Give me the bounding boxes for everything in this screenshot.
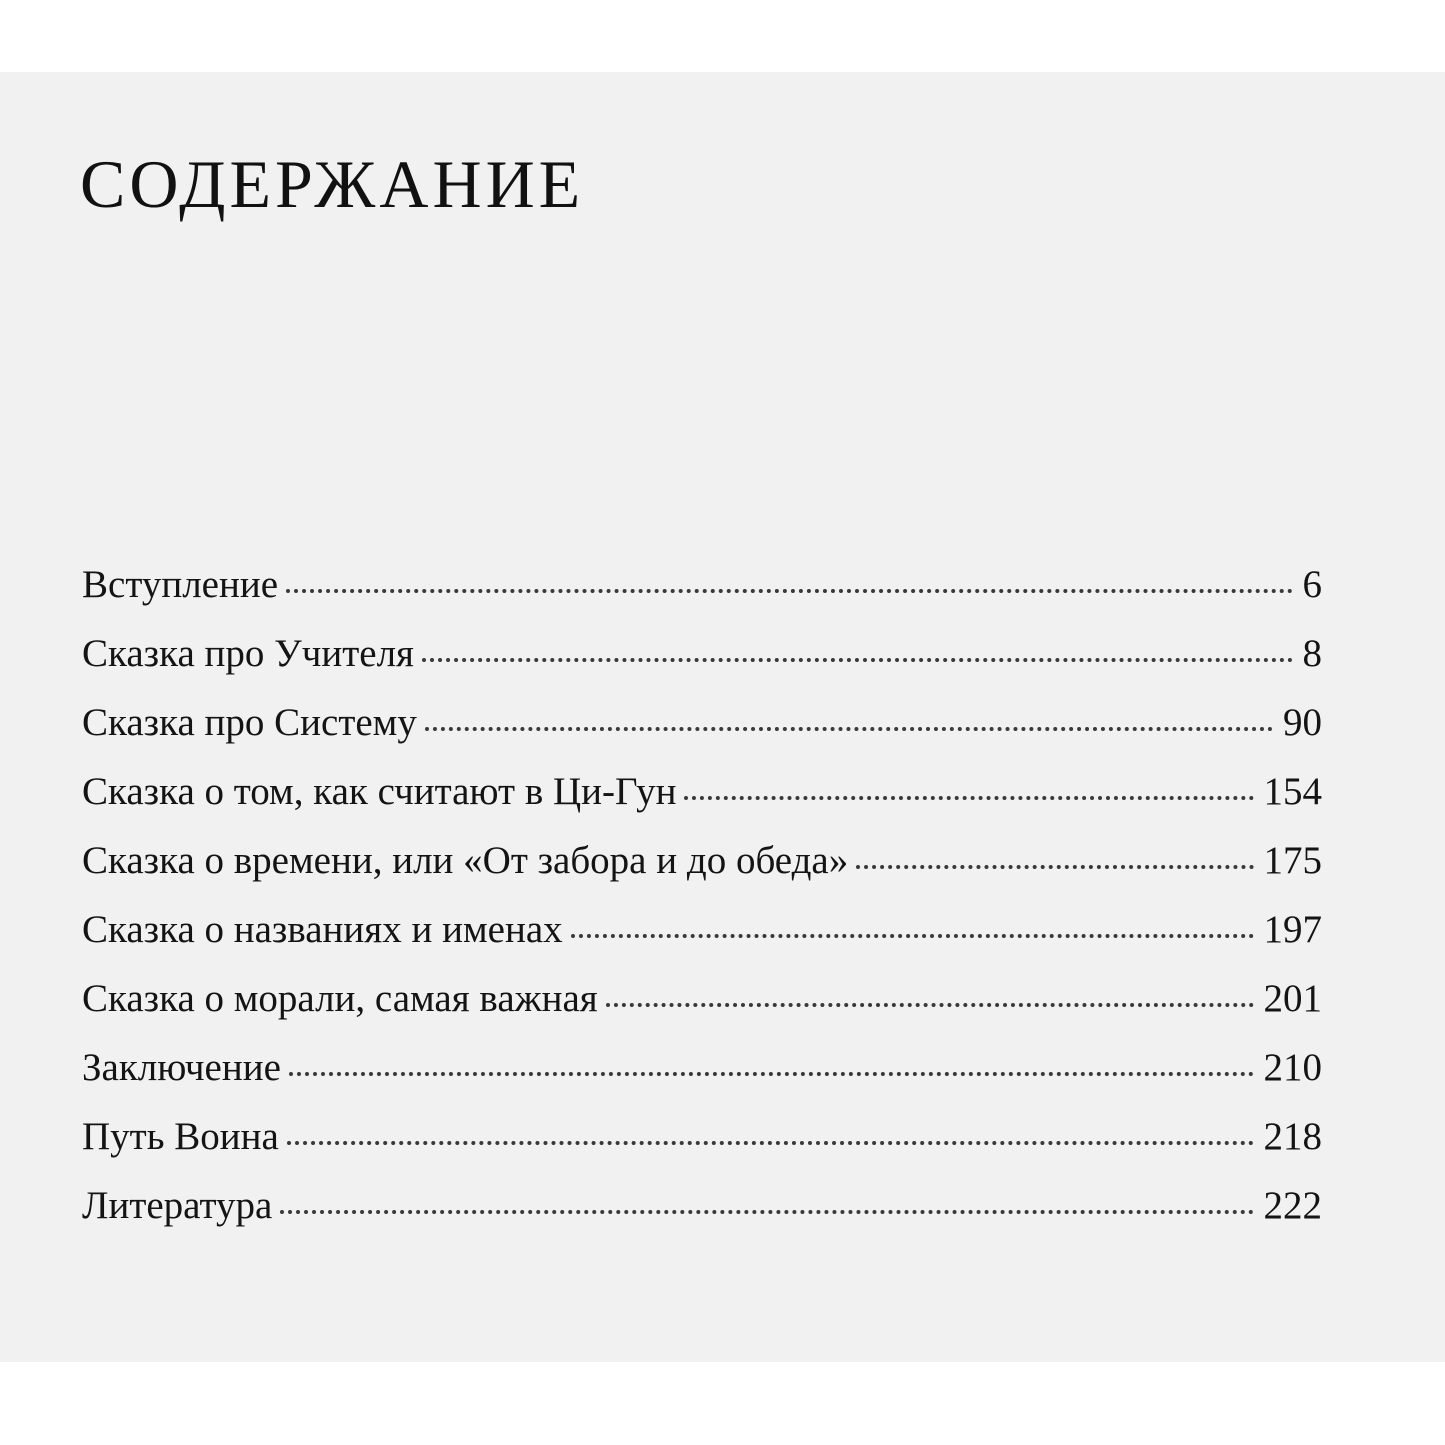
toc-entry [82, 1045, 1322, 1114]
dot-leader [571, 934, 1254, 938]
toc-entry [82, 769, 1322, 838]
toc-entry-page: 8 [1302, 632, 1322, 675]
dot-leader [286, 589, 1292, 593]
toc-entry-title: Литература [82, 1184, 273, 1227]
toc-entry-page: 222 [1263, 1184, 1322, 1227]
dot-leader [684, 796, 1253, 800]
dot-leader [280, 1210, 1253, 1214]
toc-entry [82, 631, 1322, 700]
toc-entry-title: Сказка о названиях и именах [82, 908, 563, 951]
toc-entry-title: Сказка про Учителя [82, 632, 414, 675]
toc-entry [82, 838, 1322, 907]
bottom-margin [0, 1362, 1445, 1445]
toc-entry-page: 201 [1263, 977, 1322, 1020]
toc-entry-title: Сказка о том, как считают в Ци-Гун [82, 770, 677, 813]
toc-entry-page: 90 [1283, 701, 1322, 744]
dot-leader [425, 727, 1273, 731]
book-page [0, 72, 1445, 1362]
dot-leader [606, 1003, 1254, 1007]
toc-entry [82, 1183, 1322, 1252]
dot-leader [287, 1141, 1254, 1145]
toc-entry-page: 175 [1263, 839, 1322, 882]
toc-entry [82, 562, 1322, 631]
toc-entry-title: Сказка о морали, самая важная [82, 977, 598, 1020]
toc-entry-page: 218 [1263, 1115, 1322, 1158]
toc-entry-title: Сказка про Систему [82, 701, 417, 744]
dot-leader [856, 865, 1253, 869]
toc-entry [82, 976, 1322, 1045]
toc-entry-title: Вступление [82, 563, 279, 606]
toc-entry [82, 1114, 1322, 1183]
dot-leader [289, 1072, 1254, 1076]
toc-entry-page: 6 [1302, 563, 1322, 606]
toc-entry-page: 154 [1263, 770, 1322, 813]
toc-entry-page: 197 [1263, 908, 1322, 951]
toc-entry-title: Заключение [82, 1046, 281, 1089]
table-of-contents [82, 562, 1322, 1252]
toc-entry-title: Сказка о времени, или «От забора и до обеда» [82, 839, 849, 882]
toc-entry [82, 907, 1322, 976]
page-title: СОДЕРЖАНИЕ [80, 146, 585, 222]
toc-entry [82, 700, 1322, 769]
toc-entry-title: Путь Воина [82, 1115, 279, 1158]
toc-entry-page: 210 [1263, 1046, 1322, 1089]
dot-leader [422, 658, 1293, 662]
